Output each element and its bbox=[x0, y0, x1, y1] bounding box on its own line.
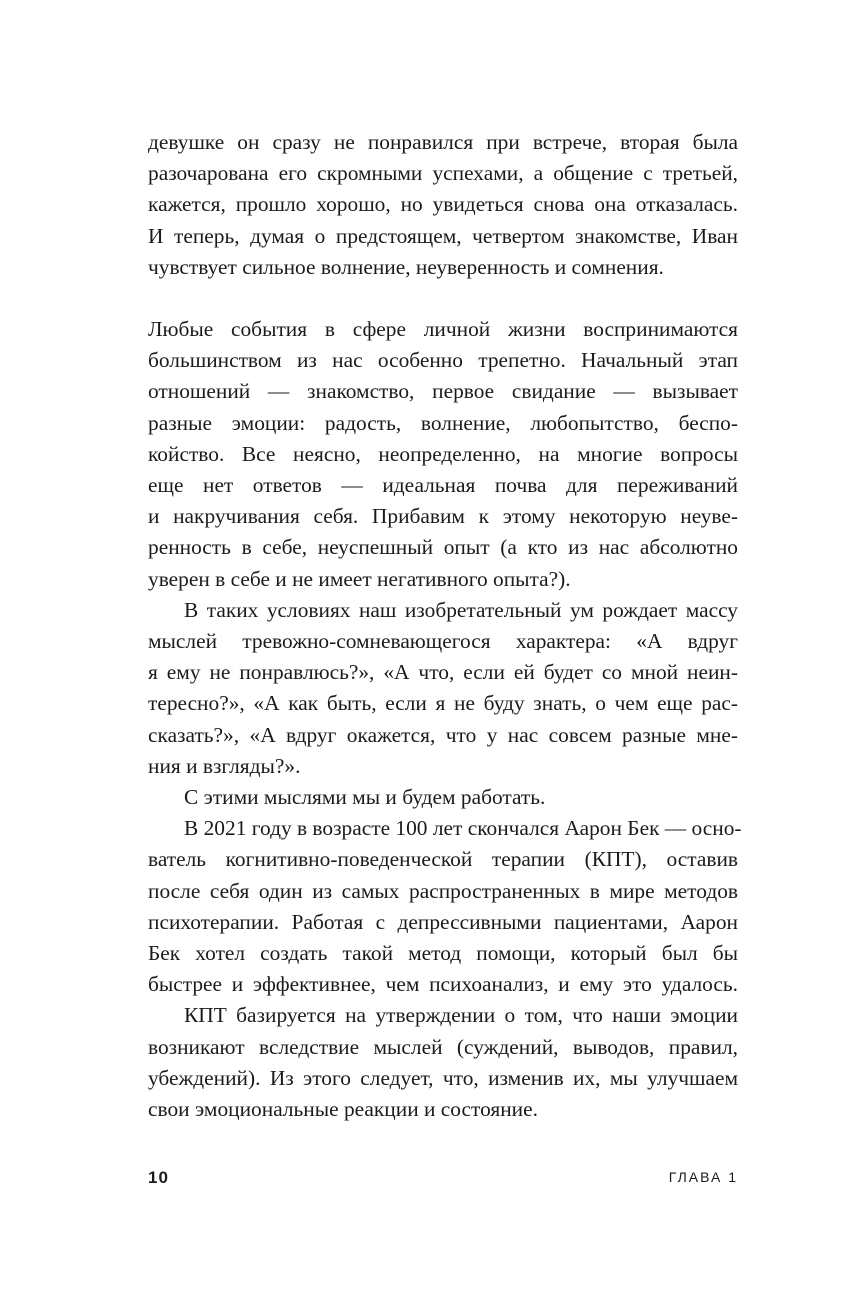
text-line: тересно?», «А как быть, если я не буду знать, о чем еще рас- bbox=[148, 691, 738, 716]
text-line: И теперь, думая о предстоящем, четвертом знакомстве, Иван bbox=[148, 223, 738, 248]
text-line: свои эмоциональные реакции и состояние. bbox=[148, 1097, 538, 1122]
text-line: девушке он сразу не понравился при встрече, вторая была bbox=[148, 130, 738, 154]
text-line: еще нет ответов — идеальная почва для переживаний bbox=[148, 473, 738, 498]
text-line: мыслей тревожно-сомневающегося характера: «А вдруг bbox=[148, 629, 738, 654]
page-number: 10 bbox=[148, 1168, 169, 1187]
paragraph bbox=[148, 1000, 738, 1125]
text-line: ренность в себе, неуспешный опыт (а кто из нас абсолютно bbox=[148, 535, 738, 560]
text-line: ватель когнитивно-поведенческой терапии (КПТ), оставив bbox=[148, 847, 738, 872]
text-line: я ему не понравлюсь?», «А что, если ей будет со мной неин- bbox=[148, 660, 738, 685]
text-line: уверен в себе и не имеет негативного опыта?). bbox=[148, 566, 571, 591]
text-line: В 2021 году в возрасте 100 лет скончался Аарон Бек — осно- bbox=[184, 816, 742, 841]
text-line: убеждений). Из этого следует, что, изменив их, мы улучшаем bbox=[148, 1065, 738, 1090]
text-line: после себя один из самых распространенных в мире методов bbox=[148, 878, 738, 903]
text-line: возникают вследствие мыслей (суждений, выводов, правил, bbox=[148, 1034, 738, 1059]
text-line: и накручивания себя. Прибавим к этому некоторую неуве- bbox=[148, 504, 738, 529]
text-line: Любые события в сфере личной жизни воспринимаются bbox=[148, 317, 738, 342]
text-line: психотерапии. Работая с депрессивными пациентами, Аарон bbox=[148, 909, 738, 934]
text-line: КПТ базируется на утверждении о том, что наши эмоции bbox=[184, 1003, 738, 1028]
text-line: С этими мыслями мы и будем работать. bbox=[184, 785, 546, 810]
body-text bbox=[148, 127, 742, 1125]
text-line: отношений — знакомство, первое свидание — вызывает bbox=[148, 379, 738, 404]
text-line: кажется, прошло хорошо, но увидеться снова она отказалась. bbox=[148, 192, 738, 217]
text-line: разные эмоции: радость, волнение, любопытство, беспо- bbox=[148, 410, 738, 435]
paragraph bbox=[148, 813, 742, 1000]
paragraph bbox=[148, 127, 738, 283]
text-line: большинством из нас особенно трепетно. Начальный этап bbox=[148, 348, 738, 373]
text-line: разочарована его скромными успехами, а общение с третьей, bbox=[148, 161, 738, 186]
text-line: чувствует сильное волнение, неуверенность и сомнения. bbox=[148, 254, 664, 279]
chapter-label: ГЛАВА 1 bbox=[668, 1169, 738, 1185]
page-footer bbox=[148, 1168, 738, 1192]
text-line: койство. Все неясно, неопределенно, на многие вопросы bbox=[148, 441, 738, 466]
paragraph-gap bbox=[148, 283, 738, 314]
text-line: быстрее и эффективнее, чем психоанализ, и ему это удалось. bbox=[148, 972, 738, 997]
text-line: сказать?», «А вдруг окажется, что у нас совсем разные мне- bbox=[148, 722, 738, 747]
paragraph bbox=[148, 314, 738, 595]
text-line: Бек хотел создать такой метод помощи, который был бы bbox=[148, 941, 738, 966]
paragraph bbox=[148, 595, 738, 782]
paragraph bbox=[148, 782, 738, 813]
text-line: В таких условиях наш изобретательный ум рождает массу bbox=[184, 597, 738, 622]
text-line: ния и взгляды?». bbox=[148, 753, 301, 778]
